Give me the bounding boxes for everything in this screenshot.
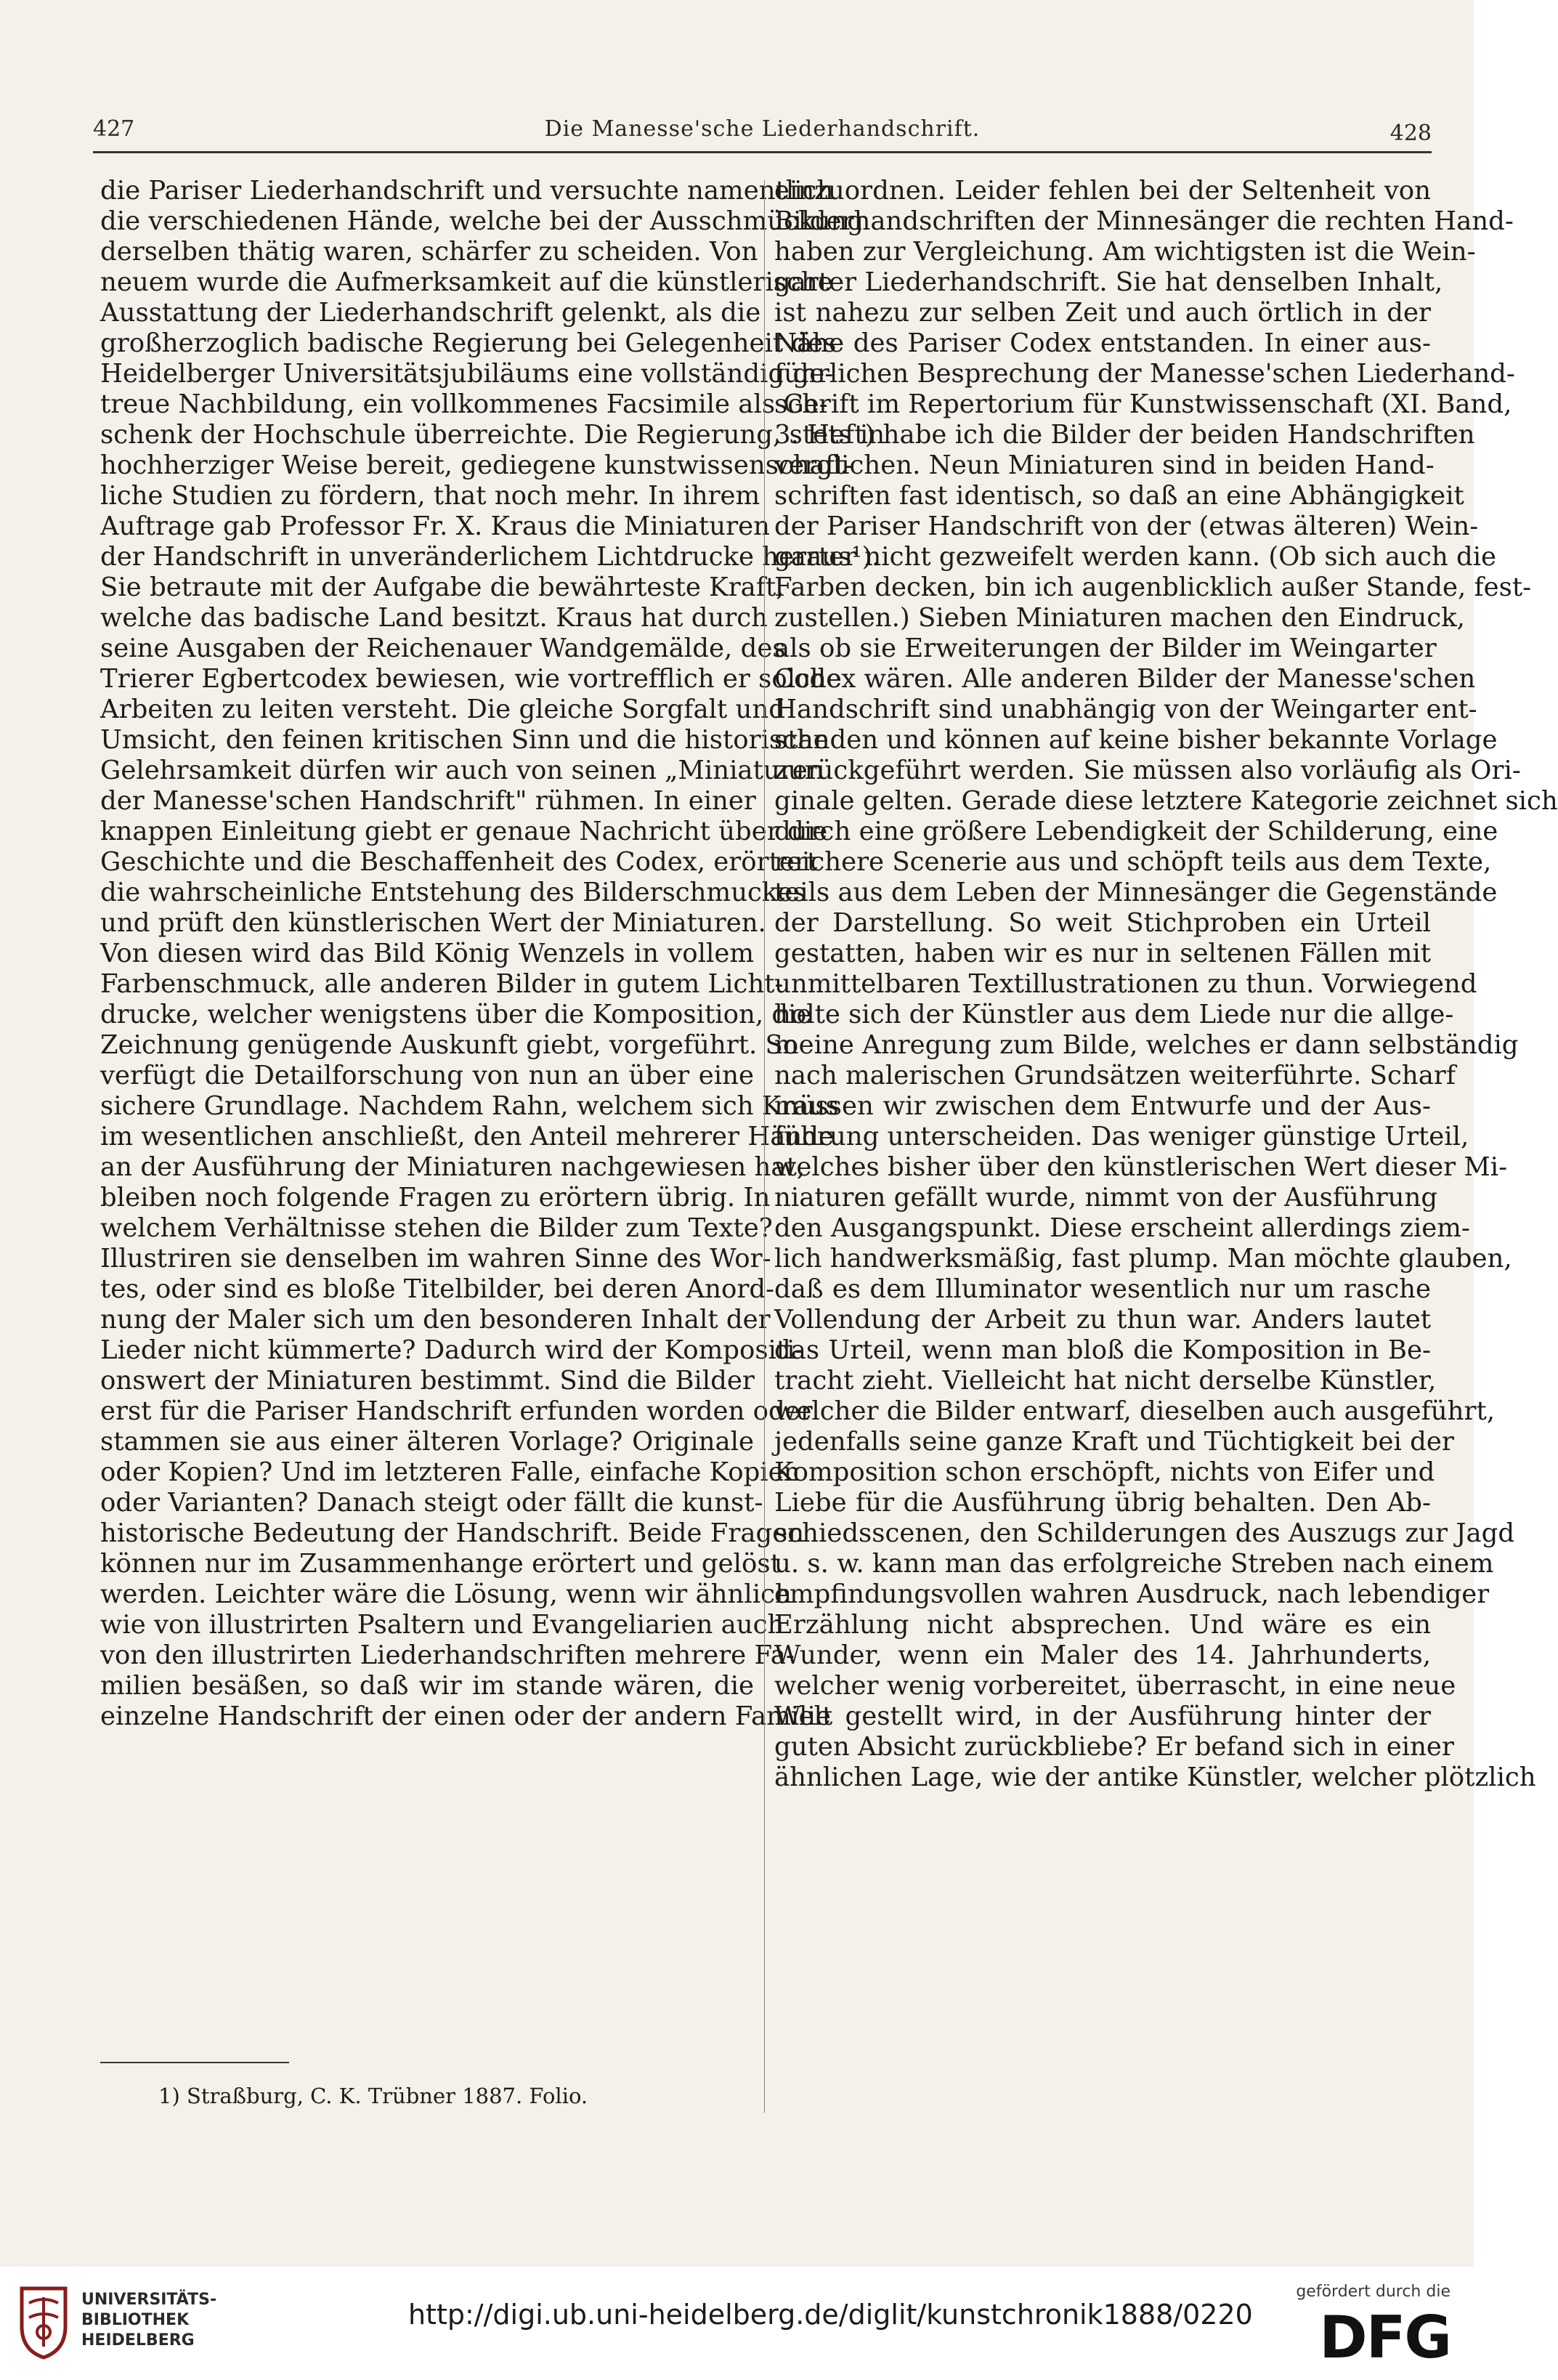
- text-line: müssen wir zwischen dem Entwurfe und der Aus-: [774, 1091, 1431, 1121]
- text-line: nung der Maler sich um den besonderen Inhalt der: [100, 1305, 771, 1335]
- digitization-footer: [0, 2267, 1474, 2380]
- text-line: Von diesen wird das Bild König Wenzels in vollem: [100, 939, 754, 968]
- header-rule: [93, 151, 1432, 153]
- text-line: schiedsscenen, den Schilderungen des Auszugs zur Jagd: [774, 1518, 1515, 1548]
- text-line: welchem Verhältnisse stehen die Bilder zum Texte?: [100, 1213, 773, 1243]
- text-line: die wahrscheinliche Entstehung des Bilderschmuckes: [100, 878, 806, 907]
- text-line: verfügt die Detailforschung von nun an über eine: [100, 1061, 754, 1090]
- text-line: Illustriren sie denselben im wahren Sinne des Wor-: [100, 1244, 771, 1274]
- text-line: als ob sie Erweiterungen der Bilder im Weingarter: [774, 634, 1437, 663]
- text-line: die verschiedenen Hände, welche bei der Ausschmückung: [100, 206, 864, 236]
- text-line: können nur im Zusammenhange erörtert und gelöst: [100, 1549, 781, 1579]
- text-line: Komposition schon erschöpft, nichts von Eifer und: [774, 1457, 1435, 1487]
- text-line: zurückgeführt werden. Sie müssen also vorläufig als Ori-: [774, 756, 1521, 785]
- text-line: Auftrage gab Professor Fr. X. Kraus die Miniaturen: [100, 511, 770, 541]
- text-line: der Manesse'schen Handschrift" rühmen. In einer: [100, 786, 756, 816]
- text-line: garter nicht gezweifelt werden kann. (Ob sich auch die: [774, 542, 1497, 572]
- text-line: treue Nachbildung, ein vollkommenes Facsimile als Ge-: [100, 389, 828, 419]
- text-line: Ausstattung der Liederhandschrift gelenkt, als die: [100, 298, 761, 328]
- text-line: durch eine größere Lebendigkeit der Schilderung, eine: [774, 817, 1498, 846]
- text-line: daß es dem Illuminator wesentlich nur um rasche: [774, 1274, 1431, 1304]
- text-line: teils aus dem Leben der Minnesänger die Gegenstände: [774, 878, 1498, 907]
- text-line: und prüft den künstlerischen Wert der Miniaturen.: [100, 908, 766, 938]
- page-number-left: 427: [93, 116, 135, 142]
- text-line: schenk der Hochschule überreichte. Die Regierung, stets in: [100, 420, 885, 450]
- text-line: Vollendung der Arbeit zu thun war. Anders lautet: [774, 1305, 1431, 1335]
- text-line: Handschrift sind unabhängig von der Weingarter ent-: [774, 695, 1477, 724]
- text-line: neuem wurde die Aufmerksamkeit auf die künstlerische: [100, 267, 833, 297]
- text-line: verglichen. Neun Miniaturen sind in beiden Hand-: [774, 450, 1435, 480]
- text-line: ähnlichen Lage, wie der antike Künstler, welcher plötzlich: [774, 1762, 1536, 1792]
- text-line: stammen sie aus einer älteren Vorlage? Originale: [100, 1427, 754, 1457]
- text-line: die Pariser Liederhandschrift und versuchte namentlich: [100, 176, 834, 206]
- text-line: haben zur Vergleichung. Am wichtigsten ist die Wein-: [774, 237, 1476, 267]
- text-line: der Handschrift in unveränderlichem Lichtdrucke heraus¹).: [100, 542, 880, 572]
- text-line: derselben thätig waren, schärfer zu scheiden. Von: [100, 237, 758, 267]
- text-line: Zeichnung genügende Auskunft giebt, vorgeführt. So: [100, 1030, 799, 1060]
- text-line: Erzählung nicht absprechen. Und wäre es ein: [774, 1610, 1431, 1640]
- funded-by-label: gefördert durch die: [1296, 2283, 1451, 2301]
- text-line: welcher wenig vorbereitet, überrascht, in eine neue: [774, 1671, 1456, 1701]
- text-line: guten Absicht zurückbliebe? Er befand sich in einer: [774, 1732, 1454, 1762]
- text-line: werden. Leichter wäre die Lösung, wenn wir ähnlich: [100, 1579, 792, 1609]
- text-line: im wesentlichen anschließt, den Anteil mehrerer Hände: [100, 1122, 835, 1151]
- text-line: das Urteil, wenn man bloß die Komposition in Be-: [774, 1335, 1431, 1365]
- text-line: tracht zieht. Vielleicht hat nicht derselbe Künstler,: [774, 1366, 1437, 1396]
- footnote-rule: [100, 2062, 289, 2063]
- text-line: bleiben noch folgende Fragen zu erörtern übrig. In: [100, 1183, 771, 1213]
- text-line: ist nahezu zur selben Zeit und auch örtlich in der: [774, 298, 1431, 328]
- running-title: Die Manesse'sche Liederhandschrift.: [544, 116, 981, 142]
- text-line: Nähe des Pariser Codex entstanden. In einer aus-: [774, 328, 1431, 358]
- dfg-logo: DFG: [1319, 2304, 1451, 2371]
- text-line: den Ausgangspunkt. Diese erscheint allerdings ziem-: [774, 1213, 1470, 1243]
- text-line: Lieder nicht kümmerte? Dadurch wird der Kompositi-: [100, 1335, 804, 1365]
- text-line: tes, oder sind es bloße Titelbilder, bei deren Anord-: [100, 1274, 775, 1304]
- text-line: welche das badische Land besitzt. Kraus hat durch: [100, 603, 768, 633]
- text-line: Bilderhandschriften der Minnesänger die rechten Hand-: [774, 206, 1514, 236]
- text-line: an der Ausführung der Miniaturen nachgewiesen hat,: [100, 1152, 806, 1182]
- text-line: Gelehrsamkeit dürfen wir auch von seinen „Miniaturen: [100, 756, 824, 785]
- text-line: knappen Einleitung giebt er genaue Nachricht über die: [100, 817, 828, 846]
- text-line: Codex wären. Alle anderen Bilder der Manesse'schen: [774, 664, 1476, 694]
- text-column-left: [100, 176, 885, 1732]
- university-library-name: UNIVERSITÄTS- BIBLIOTHEK HEIDELBERG: [81, 2291, 217, 2349]
- text-line: Geschichte und die Beschaffenheit des Codex, erörtert: [100, 847, 818, 877]
- text-line: historische Bedeutung der Handschrift. Beide Fragen: [100, 1518, 805, 1548]
- text-line: unmittelbaren Textillustrationen zu thun. Vorwiegend: [774, 969, 1477, 999]
- text-line: drucke, welcher wenigstens über die Komposition, die: [100, 1000, 812, 1029]
- text-line: niaturen gefällt wurde, nimmt von der Ausführung: [774, 1183, 1438, 1213]
- page-header: [93, 109, 1432, 153]
- text-line: Farbenschmuck, alle anderen Bilder in gutem Licht-: [100, 969, 784, 999]
- text-line: reichere Scenerie aus und schöpft teils aus dem Texte,: [774, 847, 1492, 877]
- text-line: welcher die Bilder entwarf, dieselben auch ausgeführt,: [774, 1396, 1495, 1426]
- text-line: schriften fast identisch, so daß an eine Abhängigkeit: [774, 481, 1464, 511]
- text-line: Sie betraute mit der Aufgabe die bewährteste Kraft,: [100, 572, 784, 602]
- text-line: empfindungsvollen wahren Ausdruck, nach lebendiger: [774, 1579, 1490, 1609]
- text-line: jedenfalls seine ganze Kraft und Tüchtigkeit bei der: [774, 1427, 1454, 1457]
- text-line: u. s. w. kann man das erfolgreiche Streben nach einem: [774, 1549, 1494, 1579]
- text-line: seine Ausgaben der Reichenauer Wandgemälde, des: [100, 634, 786, 663]
- text-line: Umsicht, den feinen kritischen Sinn und die historische: [100, 725, 829, 755]
- text-line: sichere Grundlage. Nachdem Rahn, welchem sich Kraus: [100, 1091, 839, 1121]
- university-seal-icon: [15, 2281, 73, 2361]
- text-line: großherzoglich badische Regierung bei Gelegenheit des: [100, 328, 837, 358]
- text-line: von den illustrirten Liederhandschriften mehrere Fa-: [100, 1640, 795, 1670]
- text-line: hochherziger Weise bereit, gediegene kunstwissenschaft-: [100, 450, 854, 480]
- text-line: führung unterscheiden. Das weniger günstige Urteil,: [774, 1122, 1469, 1151]
- text-line: Trierer Egbertcodex bewiesen, wie vortrefflich er solche: [100, 664, 842, 694]
- text-line: führlichen Besprechung der Manesse'schen Liederhand-: [774, 359, 1515, 389]
- permalink-url[interactable]: http://digi.ub.uni-heidelberg.de/diglit/kunstchronik1888/0220: [408, 2299, 1253, 2331]
- text-line: einzelne Handschrift der einen oder der andern Familie: [100, 1701, 831, 1731]
- page-number-right: 428: [1389, 121, 1432, 146]
- text-line: schrift im Repertorium für Kunstwissenschaft (XI. Band,: [774, 389, 1512, 419]
- text-line: erst für die Pariser Handschrift erfunden worden oder: [100, 1396, 813, 1426]
- text-line: oder Kopien? Und im letzteren Falle, einfache Kopien: [100, 1457, 800, 1487]
- text-line: zustellen.) Sieben Miniaturen machen den Eindruck,: [774, 603, 1465, 633]
- text-line: nach malerischen Grundsätzen weiterführte. Scharf: [774, 1061, 1456, 1090]
- text-line: onswert der Miniaturen bestimmt. Sind die Bilder: [100, 1366, 755, 1396]
- text-line: standen und können auf keine bisher bekannte Vorlage: [774, 725, 1498, 755]
- text-line: liche Studien zu fördern, that noch mehr. In ihrem: [100, 481, 760, 511]
- text-line: Heidelberger Universitätsjubiläums eine vollständig ge-: [100, 359, 834, 389]
- text-line: oder Varianten? Danach steigt oder fällt die kunst-: [100, 1488, 763, 1518]
- text-line: Liebe für die Ausführung übrig behalten. Den Ab-: [774, 1488, 1431, 1518]
- text-line: garter Liederhandschrift. Sie hat denselben Inhalt,: [774, 267, 1443, 297]
- text-line: gestatten, haben wir es nur in seltenen Fällen mit: [774, 939, 1431, 968]
- text-line: meine Anregung zum Bilde, welches er dann selbständig: [774, 1030, 1519, 1060]
- text-line: ginale gelten. Gerade diese letztere Kategorie zeichnet sich: [774, 786, 1558, 816]
- text-line: Welt gestellt wird, in der Ausführung hinter der: [774, 1701, 1431, 1731]
- text-line: 3. Heft) habe ich die Bilder der beiden Handschriften: [774, 420, 1475, 450]
- text-line: wie von illustrirten Psaltern und Evangeliarien auch: [100, 1610, 784, 1640]
- text-line: Farben decken, bin ich augenblicklich außer Stande, fest-: [774, 572, 1532, 602]
- text-line: lich handwerksmäßig, fast plump. Man möchte glauben,: [774, 1244, 1512, 1274]
- text-line: der Pariser Handschrift von der (etwas älteren) Wein-: [774, 511, 1479, 541]
- text-line: Arbeiten zu leiten versteht. Die gleiche Sorgfalt und: [100, 695, 785, 724]
- text-line: einzuordnen. Leider fehlen bei der Seltenheit von: [774, 176, 1431, 206]
- text-line: Wunder, wenn ein Maler des 14. Jahrhunderts,: [774, 1640, 1431, 1670]
- text-line: holte sich der Künstler aus dem Liede nur die allge-: [774, 1000, 1454, 1029]
- text-line: der Darstellung. So weit Stichproben ein Urteil: [774, 908, 1431, 938]
- text-column-right: [774, 176, 1558, 1793]
- text-line: milien besäßen, so daß wir im stande wären, die: [100, 1671, 754, 1701]
- footnote: 1) Straßburg, C. K. Trübner 1887. Folio.: [158, 2084, 588, 2108]
- text-line: welches bisher über den künstlerischen Wert dieser Mi-: [774, 1152, 1508, 1182]
- column-divider: [764, 180, 765, 2113]
